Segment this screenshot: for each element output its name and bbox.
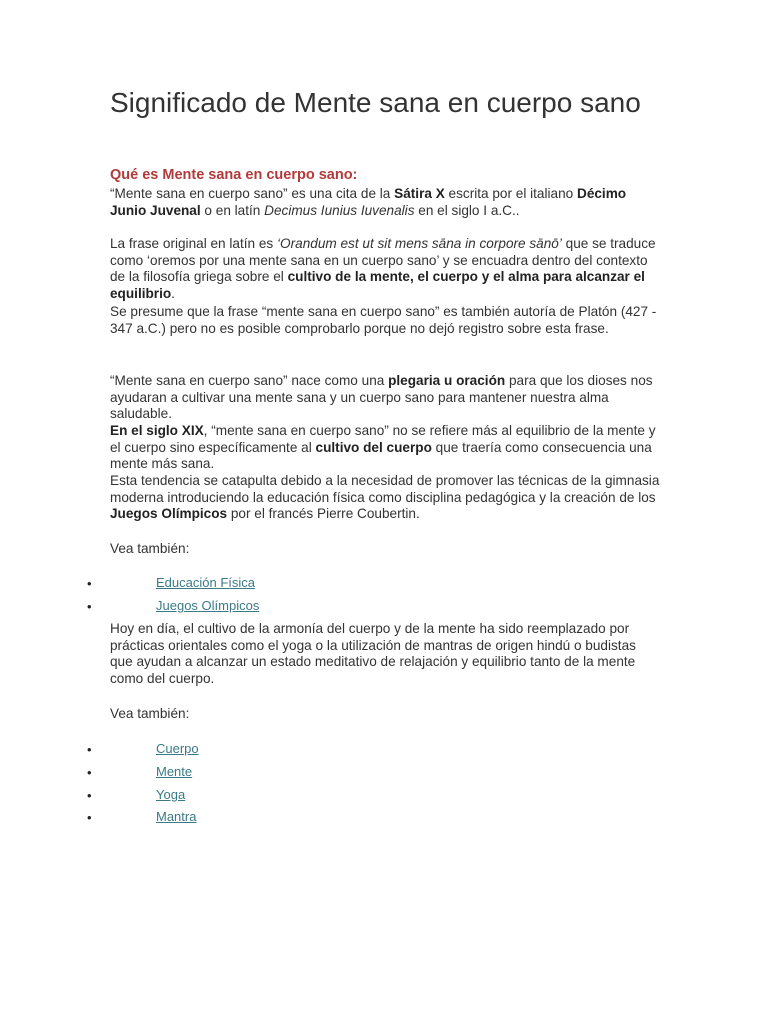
paragraph-plegaria (110, 373, 660, 423)
text-run: . (171, 285, 175, 301)
link-educacion-fisica[interactable]: Educación Física (156, 575, 255, 590)
text-run: que traería como consecuencia una mente más sana. (110, 439, 652, 472)
text-run: escrita por el italiano (444, 186, 577, 201)
bold-juegos: Juegos Olímpicos (110, 506, 228, 522)
text-run: “Mente sana en cuerpo sano” es una cita de la (110, 186, 395, 201)
bold-satira: Sátira X (394, 186, 445, 201)
bold-siglo: En el siglo XIX (110, 423, 204, 438)
paragraph-latin-phrase (110, 236, 660, 302)
link-juegos-olimpicos[interactable]: Juegos Olímpicos (156, 598, 260, 613)
see-also-label: Vea también: (110, 541, 190, 556)
bold-cultivo: cultivo de la mente, el cuerpo y el alma para alcanzar el equilibrio (110, 269, 645, 301)
text-run: o en latín (200, 202, 265, 218)
see-also-label-2: Vea también: (110, 706, 190, 721)
italic-latin-phrase: ‘Orandum est ut sit mens sāna in corpore sānō’ (277, 236, 562, 251)
link-mantra[interactable]: Mantra (156, 809, 197, 824)
text-run: por el francés Pierre Coubertin. (227, 506, 420, 522)
text-run: “Mente sana en cuerpo sano” nace como una (110, 373, 389, 388)
bold-cultivo-cuerpo: cultivo del cuerpo (315, 439, 432, 455)
paragraph-origin (110, 186, 660, 219)
paragraph-siglo-xix (110, 423, 660, 473)
paragraph-hoy: Hoy en día, el cultivo de la armonía del cuerpo y de la mente ha sido reemplazado por prácticas orientales como el yoga o la utilización de mantras de origen hindú o budistas que ayudan a alcanzar un estado meditativo de relajación y equilibrio tanto de la mente como del cuerpo. (110, 621, 636, 686)
paragraph-platon: Se presume que la frase “mente sana en cuerpo sano” es también autoría de Platón (427 - 347 a.C.) pero no es posible comprobarlo porque no dejó registro sobre esta frase. (110, 304, 657, 336)
bold-author: Décimo Junio Juvenal (110, 186, 627, 218)
section-heading: Qué es Mente sana en cuerpo sano: (110, 167, 358, 183)
link-yoga[interactable]: Yoga (156, 787, 186, 802)
paragraph-tendencia (110, 473, 660, 523)
bullet: • (87, 599, 92, 614)
text-run: La frase original en latín es (110, 236, 278, 251)
bullet: • (87, 765, 92, 780)
bullet: • (87, 576, 92, 591)
text-run: para que los dioses nos ayudaran a cultivar una mente sana y un cuerpo sano para mantener nuestra alma saludable. (110, 373, 653, 422)
italic-latin-name: Decimus Iunius Iuvenalis (264, 202, 415, 218)
bullet: • (87, 810, 92, 825)
link-mente[interactable]: Mente (156, 764, 193, 779)
text-run: que se traduce como ‘oremos por una mente sana en un cuerpo sano’ y se encuadra dentro del contexto de la filosofía griega sobre el (110, 236, 656, 285)
text-run: Esta tendencia se catapulta debido a la necesidad de promover las técnicas de la gimnasia moderna introduciendo la educación física como disciplina pedagógica y la creación de los (110, 473, 660, 505)
bullet: • (87, 742, 92, 757)
page-title: Significado de Mente sana en cuerpo sano (110, 87, 641, 118)
bullet: • (87, 788, 92, 803)
link-cuerpo[interactable]: Cuerpo (156, 741, 199, 756)
text-run: , “mente sana en cuerpo sano” no se refiere más al equilibrio de la mente y el cuerpo sino específicamente al (110, 423, 656, 455)
text-run: en el siglo I a.C.. (414, 202, 520, 218)
bold-plegaria: plegaria u oración (388, 373, 506, 388)
